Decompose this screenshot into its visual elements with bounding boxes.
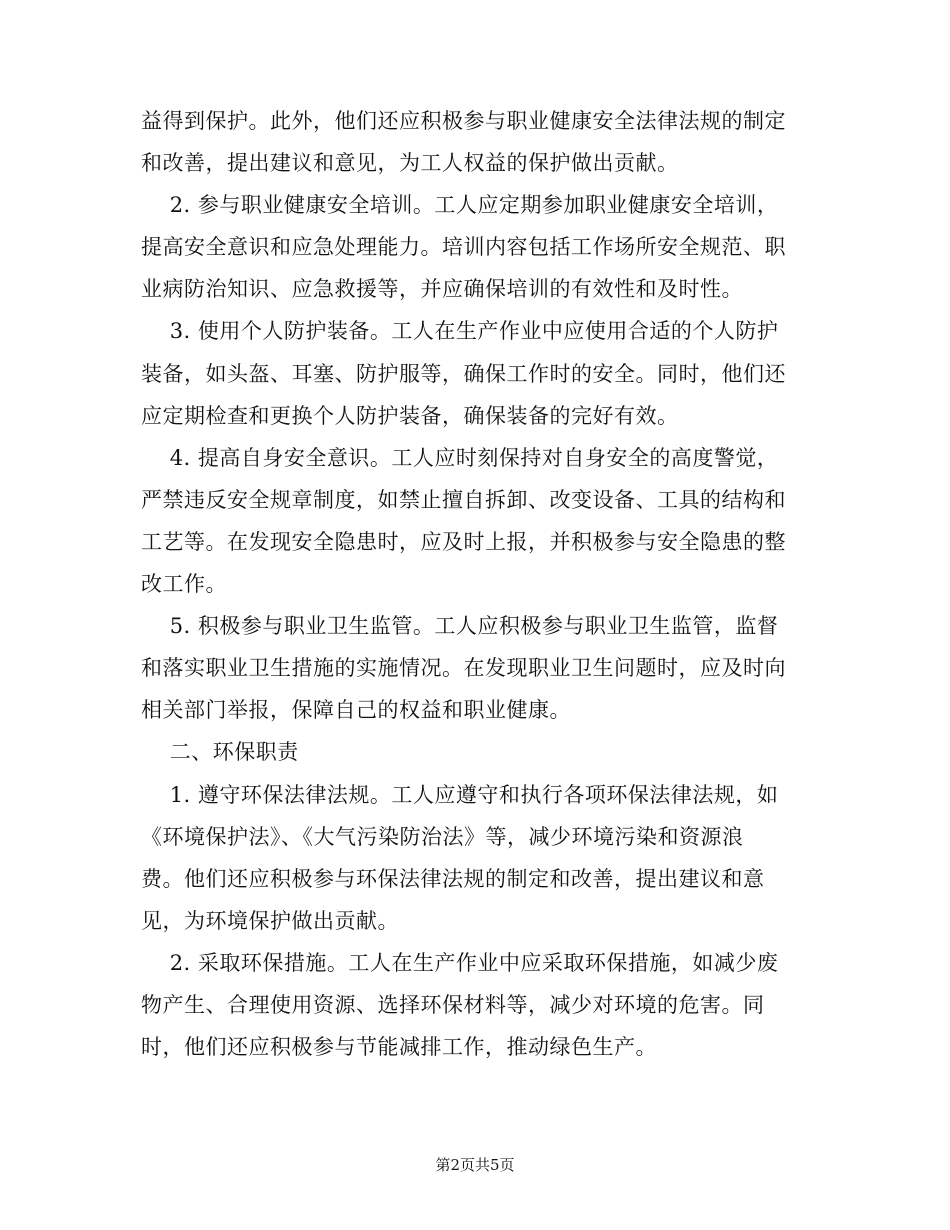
page-number-footer: 第2页共5页 [435,1156,515,1174]
text-line: 严禁违反安全规章制度，如禁止擅自拆卸、改变设备、工具的结构和 [141,487,786,512]
text-line: 见，为环境保护做出贡献。 [141,908,399,933]
text-line: 益得到保护。此外，他们还应积极参与职业健康安全法律法规的制定 [141,109,786,133]
text-line: 5. 积极参与职业卫生监管。工人应积极参与职业卫生监管，监督 [141,614,779,639]
text-line: 时，他们还应积极参与节能减排工作，推动绿色生产。 [141,1035,657,1060]
text-line: 和改善，提出建议和意见，为工人权益的保护做出贡献。 [141,151,679,176]
text-line: 装备，如头盔、耳塞、防护服等，确保工作时的安全。同时，他们还 [141,361,786,386]
paragraph-item-3 [141,310,811,436]
text-line: 和落实职业卫生措施的实施情况。在发现职业卫生问题时，应及时向 [141,656,786,681]
paragraph-item-2 [141,184,811,310]
paragraph-env-2 [141,942,811,1068]
heading-text: 二、环保职责 [141,740,299,765]
text-line: 4. 提高自身安全意识。工人应时刻保持对自身安全的高度警觉， [141,445,779,470]
text-line: 改工作。 [141,572,227,597]
text-line: 2. 参与职业健康安全培训。工人应定期参加职业健康安全培训， [141,193,779,218]
text-line: 相关部门举报，保障自己的权益和职业健康。 [141,698,571,723]
text-line: 1. 遵守环保法律法规。工人应遵守和执行各项环保法律法规，如 [141,782,779,807]
text-line: 《环境保护法》、《大气污染防治法》等，减少环境污染和资源浪 [141,824,744,849]
text-line: 工艺等。在发现安全隐患时，应及时上报，并积极参与安全隐患的整 [141,529,786,554]
text-line: 物产生、合理使用资源、选择环保材料等，减少对环境的危害。同 [141,992,765,1017]
paragraph-item-5 [141,605,811,731]
text-line: 业病防治知识、应急救援等，并应确保培训的有效性和及时性。 [141,277,743,302]
text-line: 应定期检查和更换个人防护装备，确保装备的完好有效。 [141,403,679,428]
section-heading-environmental-duties [141,731,811,773]
paragraph-item-4 [141,437,811,605]
paragraph-continuation [141,100,811,184]
text-line: 3. 使用个人防护装备。工人在生产作业中应使用合适的个人防护 [141,319,779,344]
document-body [141,100,811,1068]
text-line: 2. 采取环保措施。工人在生产作业中应采取环保措施，如减少废 [141,950,779,975]
paragraph-env-1 [141,774,811,942]
text-line: 费。他们还应积极参与环保法律法规的制定和改善，提出建议和意 [141,866,765,891]
text-line: 提高安全意识和应急处理能力。培训内容包括工作场所安全规范、职 [141,235,786,260]
